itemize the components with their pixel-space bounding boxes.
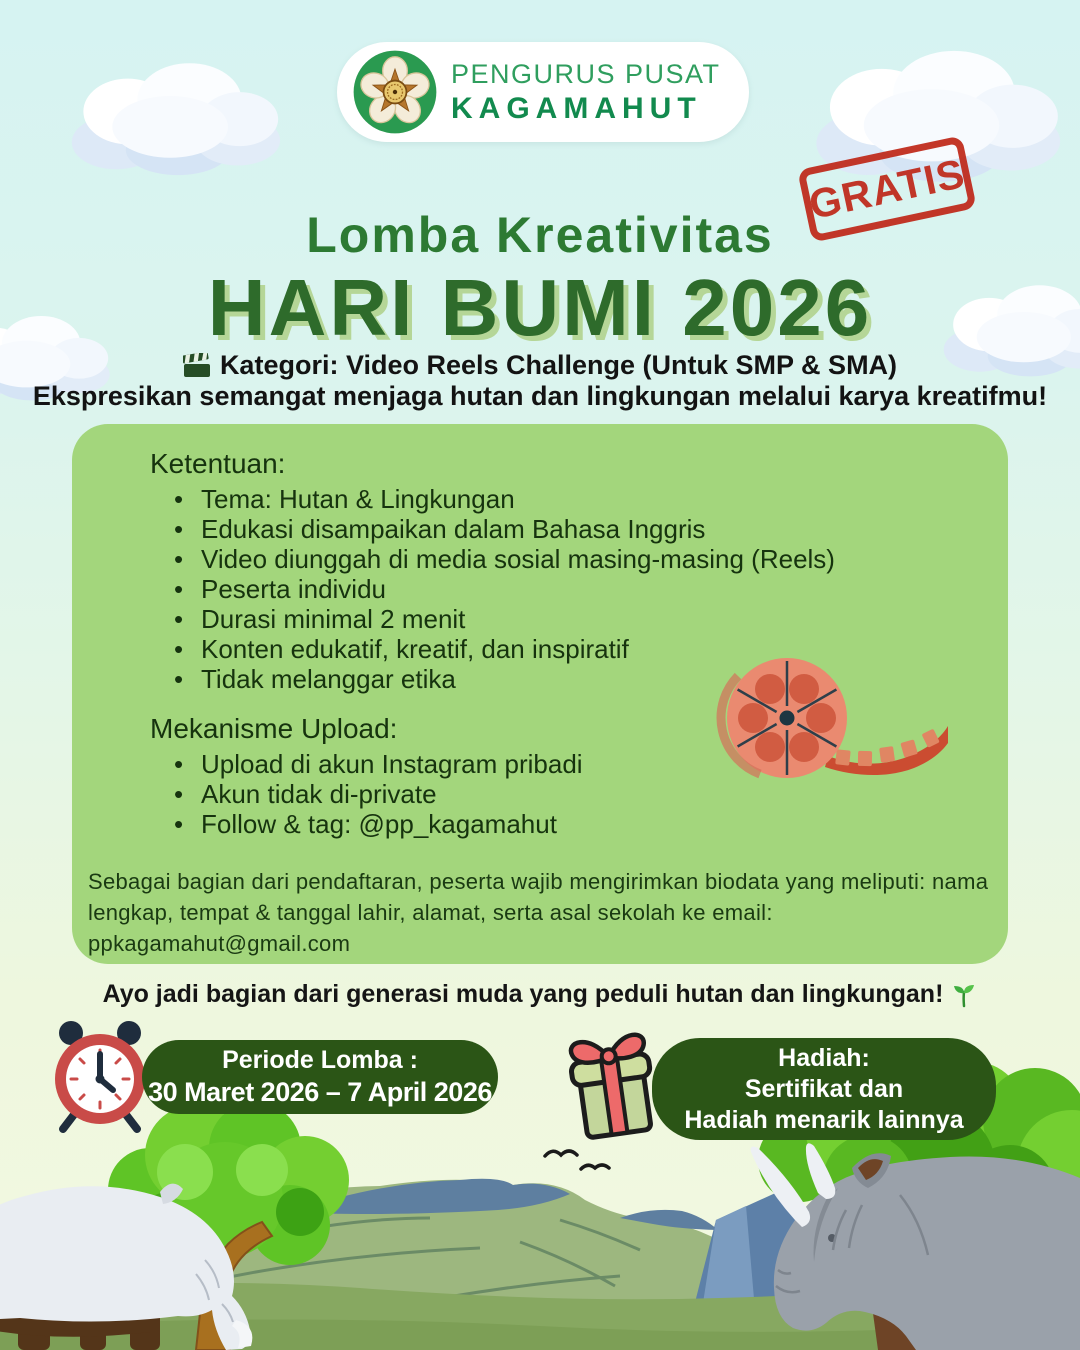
- list-item: • Upload di akun Instagram pribadi: [150, 749, 968, 779]
- list-item: • Akun tidak di-private: [150, 779, 968, 809]
- period-badge: [142, 1040, 498, 1114]
- info-box: [72, 424, 1008, 964]
- org-name-line1: PENGURUS PUSAT: [451, 58, 721, 89]
- prize-label: Hadiah:: [778, 1043, 870, 1072]
- upload-heading: Mekanisme Upload:: [150, 713, 398, 744]
- header-brand: [337, 42, 749, 142]
- alarm-clock-icon: [44, 1016, 156, 1136]
- cta-text: Ayo jadi bagian dari generasi muda yang peduli hutan dan lingkungan!: [102, 980, 944, 1008]
- prize-line2: Sertifikat dan: [744, 1074, 904, 1103]
- registration-note: Sebagai bagian dari pendaftaran, peserta wajib mengirimkan biodata yang meliputi: nama lengkap, tempat & tanggal lahir, alamat, serta asal sekolah ke email: ppkagamahut@gmail.com: [88, 869, 989, 956]
- list-item: • Peserta individu: [150, 574, 968, 604]
- list-item: • Follow & tag: @pp_kagamahut: [150, 809, 968, 839]
- period-label: Periode Lomba :: [222, 1046, 418, 1074]
- prize-badge: [652, 1038, 996, 1140]
- cta-line: [0, 980, 1080, 1009]
- gratis-stamp: GRATIS: [797, 135, 977, 242]
- list-item: • Durasi minimal 2 menit: [150, 604, 968, 634]
- event-kicker: Lomba Kreativitas: [306, 207, 774, 263]
- kagamahut-emblem-logo: [351, 48, 439, 136]
- list-item: • Tidak melanggar etika: [150, 664, 968, 694]
- list-item: • Konten edukatif, kreatif, dan inspiratif: [150, 634, 968, 664]
- film-reel-icon: [700, 646, 960, 791]
- category-text: Kategori: Video Reels Challenge (Untuk SMP & SMA): [219, 350, 898, 380]
- clapperboard-icon: [183, 353, 211, 378]
- period-value: 30 Maret 2026 – 7 April 2026: [148, 1077, 492, 1107]
- cloud-icon: [58, 42, 290, 177]
- prize-line3: Hadiah menarik lainnya: [684, 1105, 964, 1134]
- list-item: • Tema: Hutan & Lingkungan: [150, 484, 968, 514]
- tagline: Ekspresikan semangat menjaga hutan dan lingkungan melalui karya kreatifmu!: [32, 381, 1048, 411]
- list-item: • Video diunggah di media sosial masing-masing (Reels): [150, 544, 968, 574]
- category-line: [0, 350, 1080, 381]
- org-name-line2: KAGAMAHUT: [451, 91, 702, 125]
- seedling-icon: [951, 982, 977, 1008]
- list-item: • Edukasi disampaikan dalam Bahasa Inggris: [150, 514, 968, 544]
- rules-heading: Ketentuan:: [150, 448, 286, 479]
- event-title: HARI BUMI 2026: [207, 263, 873, 352]
